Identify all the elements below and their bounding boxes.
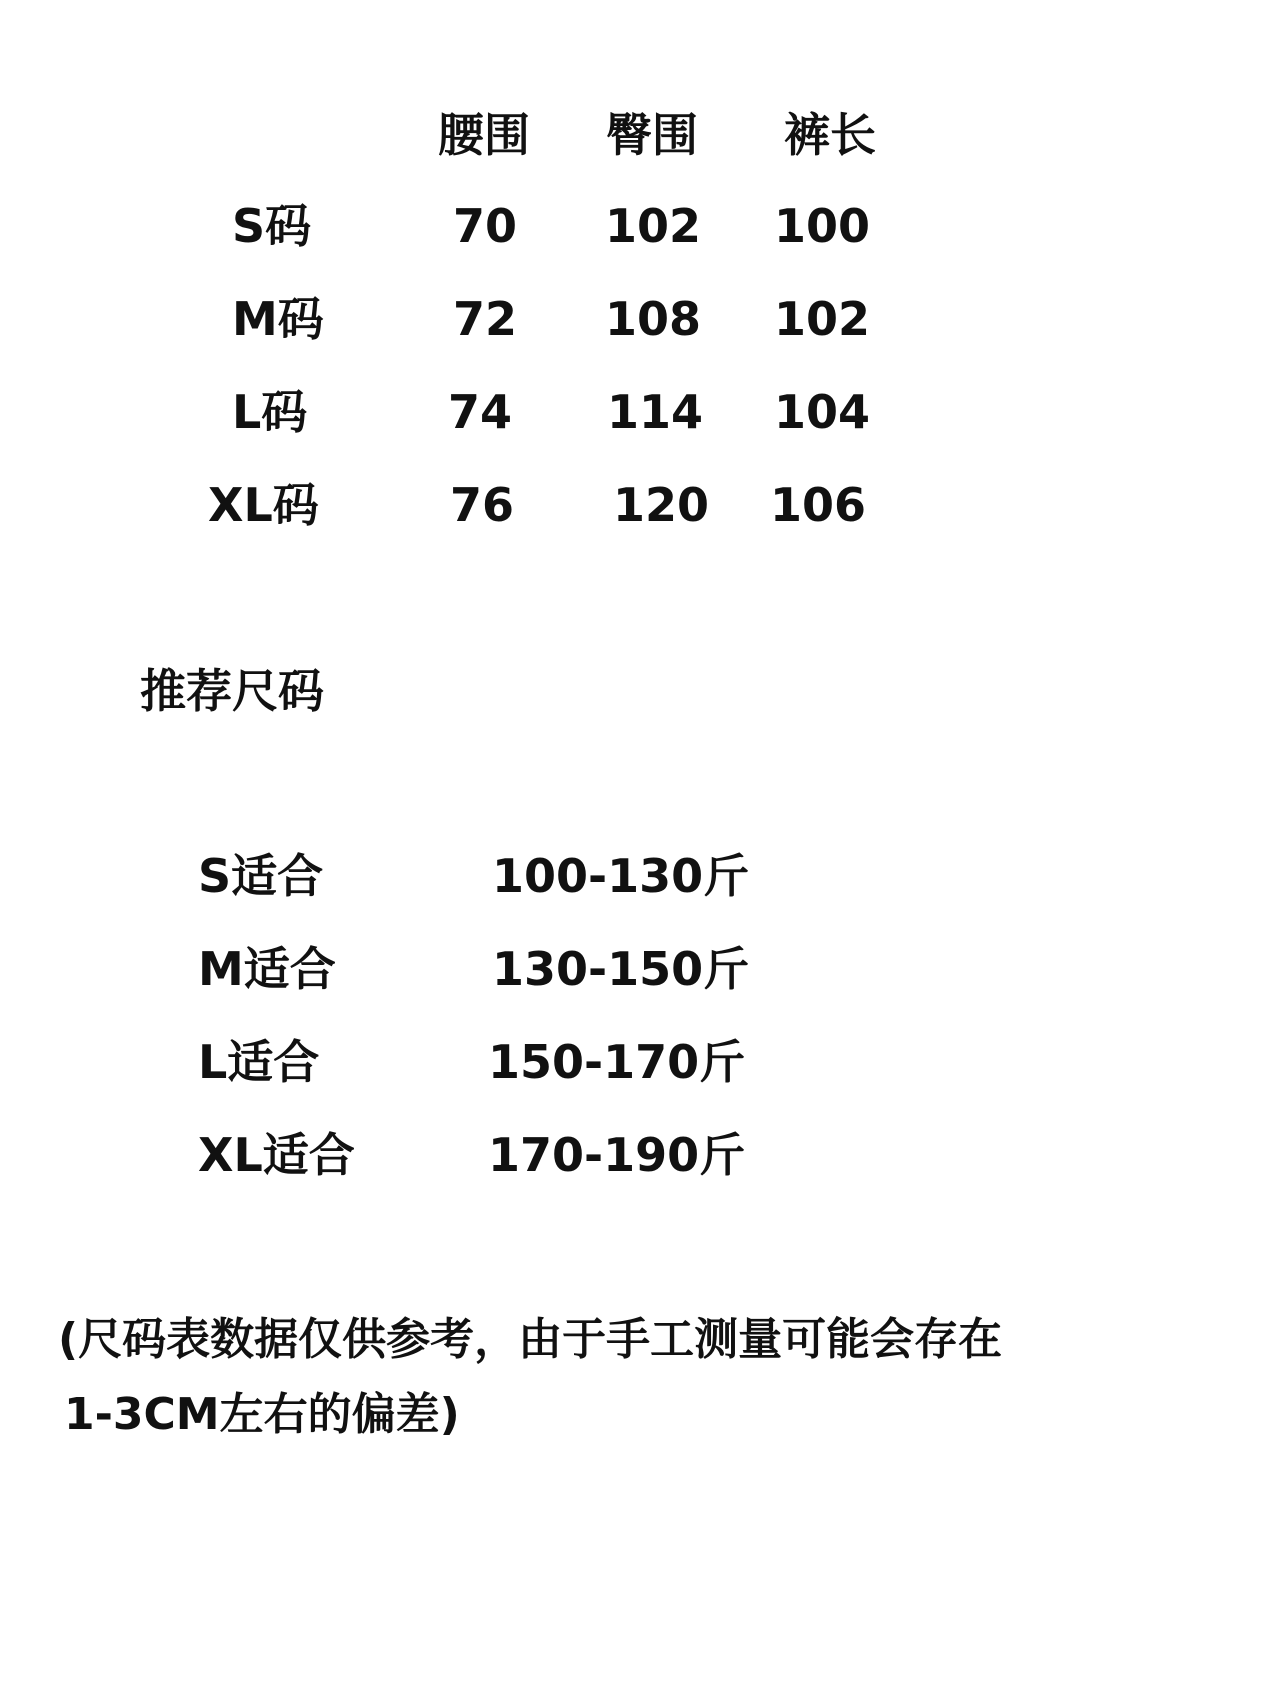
recommend-label-m: M适合 (198, 942, 336, 996)
recommend-value-l: 150-170斤 (488, 1035, 746, 1089)
table-cell: 72 (452, 292, 517, 346)
table-cell: 76 (449, 478, 514, 532)
table-cell: 114 (606, 385, 704, 439)
header-waist: 腰围 (438, 108, 530, 162)
header-hip: 臀围 (606, 108, 698, 162)
size-label-xl: XL码 (208, 478, 319, 532)
recommend-label-l: L适合 (198, 1035, 320, 1089)
recommend-title: 推荐尺码 (140, 664, 324, 718)
recommend-label-s: S适合 (198, 849, 324, 903)
table-cell: 70 (452, 199, 517, 253)
table-cell: 120 (612, 478, 710, 532)
table-cell: 104 (773, 385, 871, 439)
size-label-m: M码 (232, 292, 324, 346)
recommend-value-xl: 170-190斤 (488, 1128, 746, 1182)
table-cell: 102 (773, 292, 871, 346)
table-cell: 106 (769, 478, 867, 532)
size-label-s: S码 (232, 199, 312, 253)
table-cell: 108 (604, 292, 702, 346)
header-length: 裤长 (784, 108, 876, 162)
note-line-1: (尺码表数据仅供参考，由于手工测量可能会存在 (58, 1314, 1003, 1365)
size-label-l: L码 (232, 385, 308, 439)
table-cell: 102 (604, 199, 702, 253)
recommend-label-xl: XL适合 (198, 1128, 355, 1182)
table-cell: 74 (447, 385, 512, 439)
recommend-value-s: 100-130斤 (492, 849, 750, 903)
table-cell: 100 (773, 199, 871, 253)
recommend-value-m: 130-150斤 (492, 942, 750, 996)
note-line-2: 1-3CM左右的偏差) (64, 1389, 460, 1440)
